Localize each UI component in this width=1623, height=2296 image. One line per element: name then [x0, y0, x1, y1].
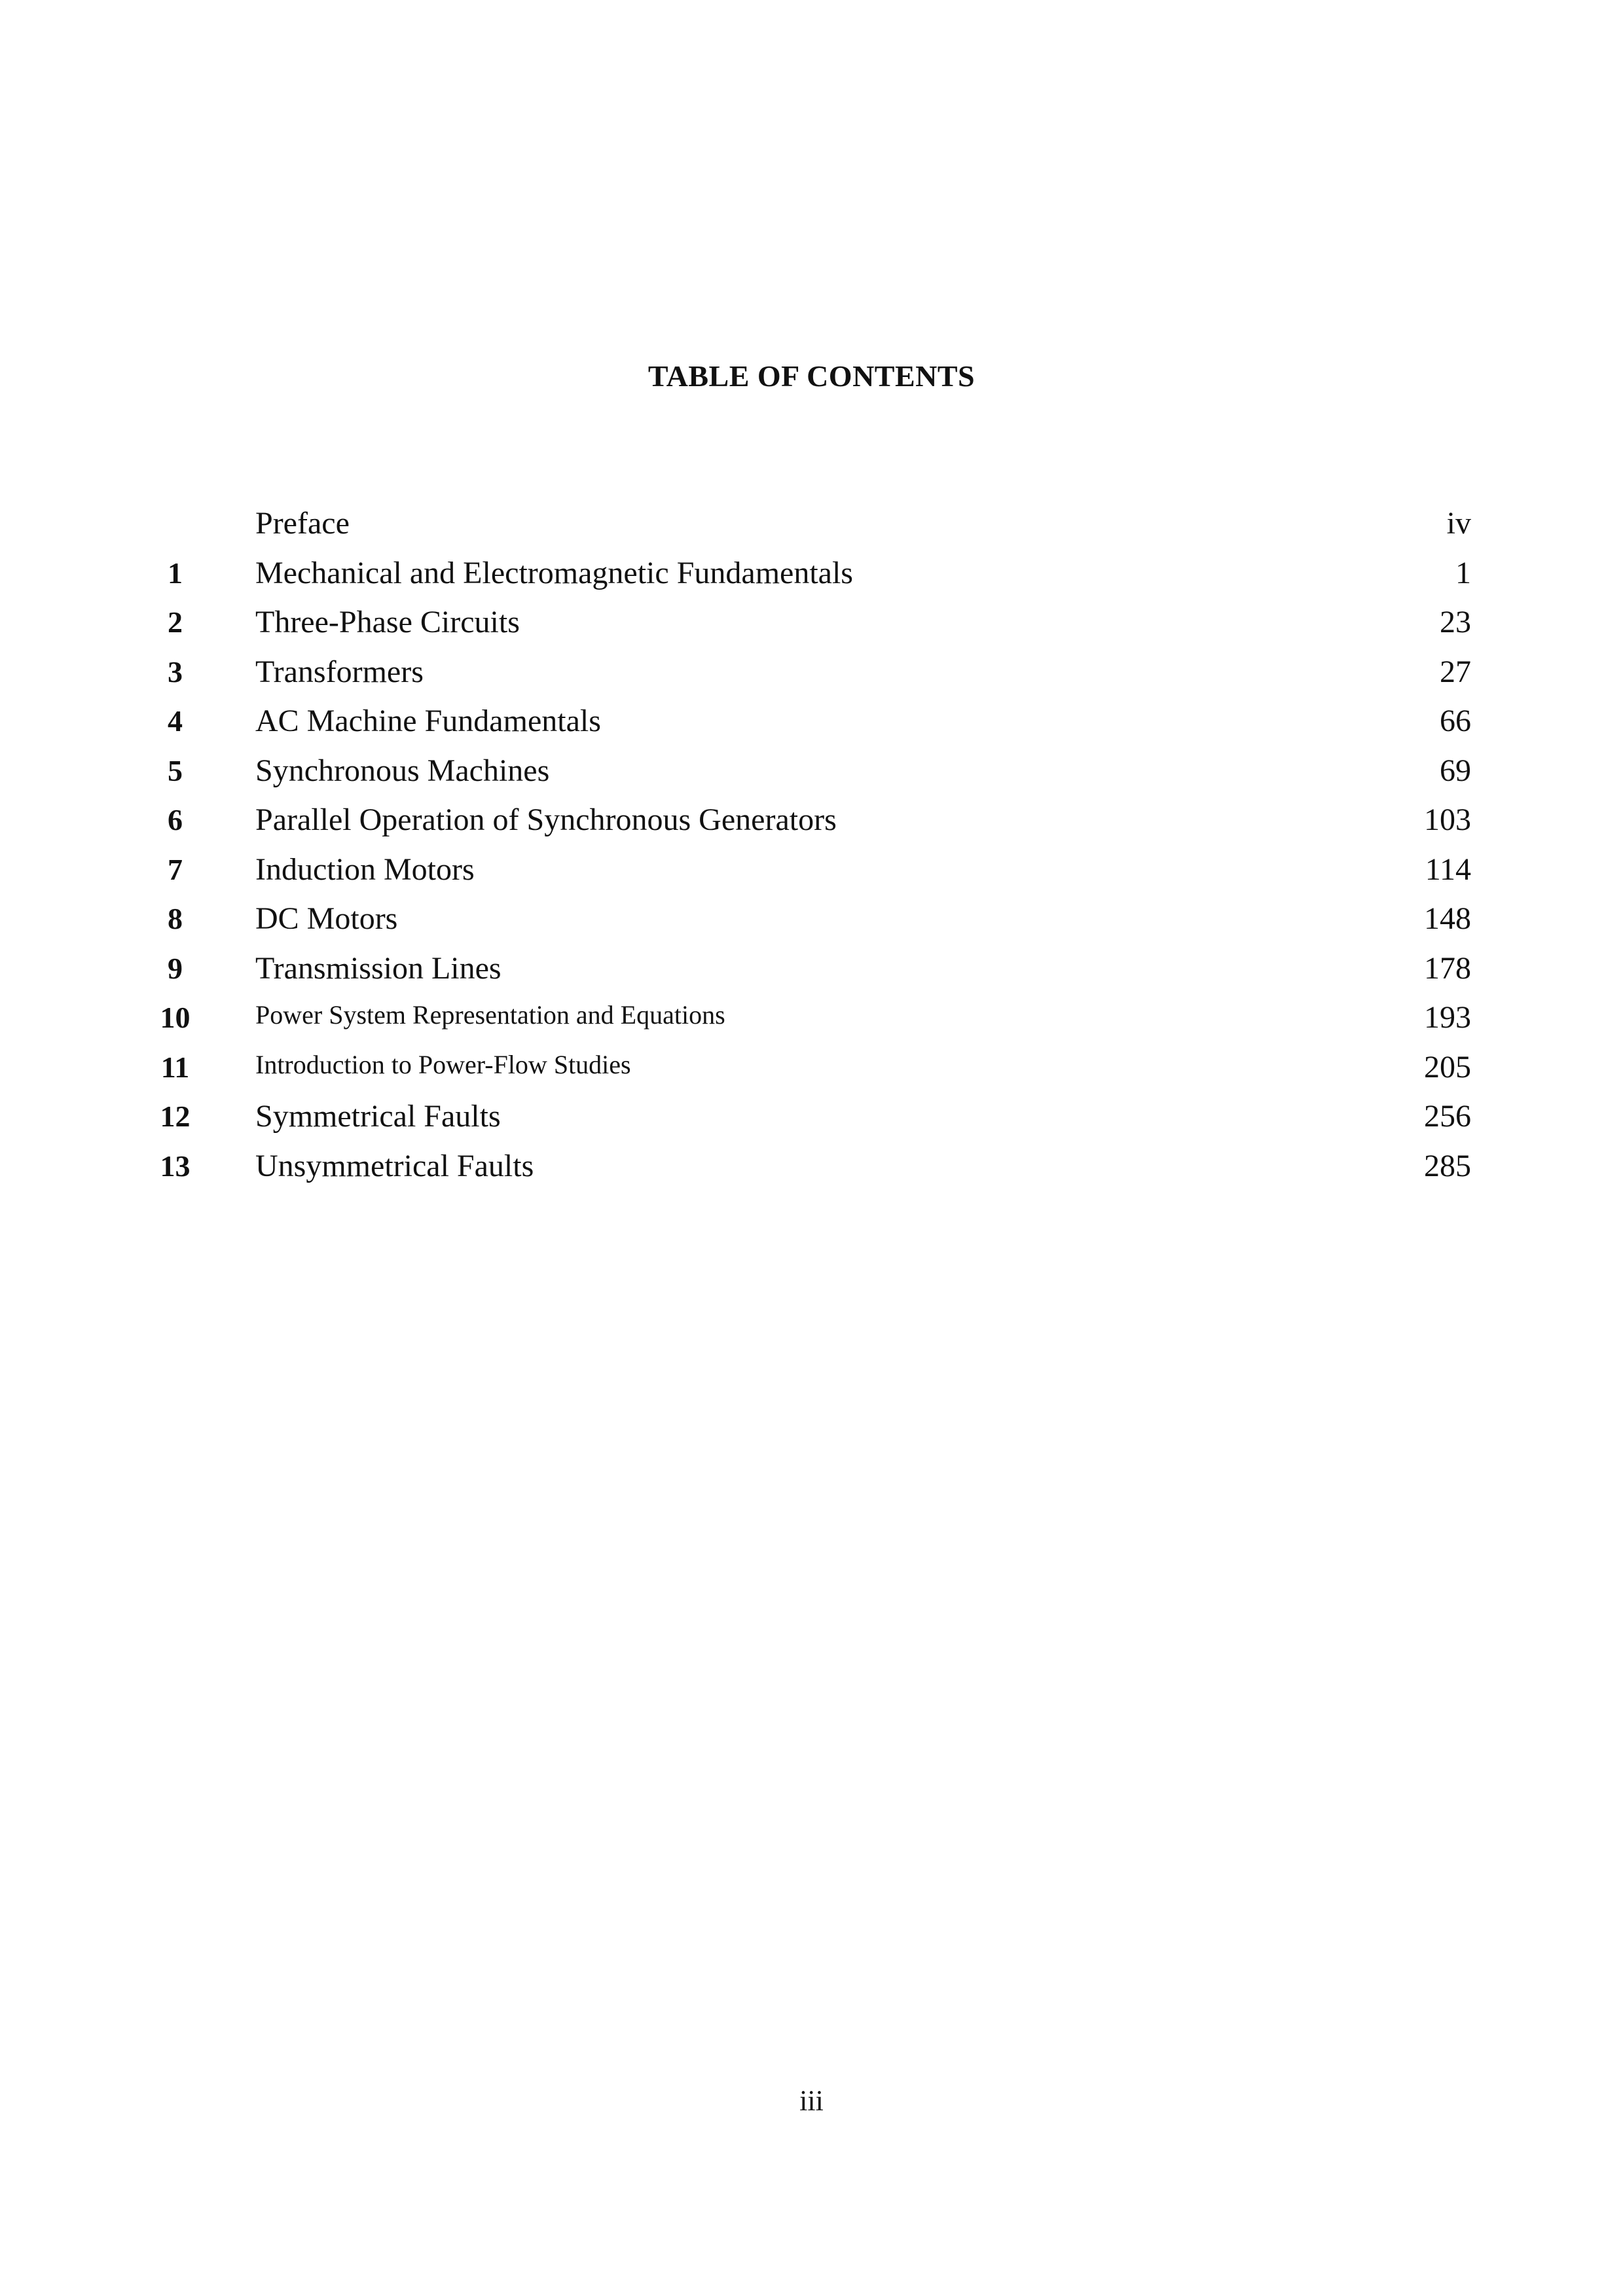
toc-entry-number: 10: [160, 1001, 191, 1034]
toc-entry-page: 114: [1425, 852, 1471, 887]
toc-entry-page: 69: [1440, 753, 1471, 788]
toc-entry-title: Synchronous Machines: [255, 753, 550, 788]
toc-entry-chapter-13[interactable]: [0, 1141, 1623, 1191]
toc-entry-number: 11: [160, 1050, 190, 1084]
toc-entry-number: 7: [168, 852, 183, 886]
page-title: TABLE OF CONTENTS: [647, 359, 976, 393]
toc-entry-number: 12: [160, 1100, 191, 1133]
toc-entry-page: 103: [1424, 802, 1471, 837]
toc-entry-number: 2: [168, 605, 183, 639]
toc-entry-title: Transformers: [255, 654, 424, 689]
toc-entry-page: 256: [1424, 1099, 1471, 1134]
toc-entry-number: 8: [168, 902, 183, 935]
toc-entry-page: 205: [1424, 1049, 1471, 1085]
toc-list: [0, 499, 1623, 1191]
toc-entry-chapter-11[interactable]: [0, 1043, 1623, 1092]
toc-entry-number: 1: [168, 556, 183, 590]
toc-entry-chapter-4[interactable]: [0, 696, 1623, 746]
toc-entry-chapter-3[interactable]: [0, 647, 1623, 697]
toc-entry-title: AC Machine Fundamentals: [255, 704, 601, 738]
toc-entry-chapter-12[interactable]: [0, 1092, 1623, 1141]
toc-entry-page: iv: [1446, 506, 1471, 541]
toc-entry-title: Introduction to Power-Flow Studies: [255, 1049, 631, 1079]
toc-entry-number: 5: [168, 753, 183, 787]
toc-entry-chapter-1[interactable]: [0, 548, 1623, 598]
page-number: iii: [799, 2085, 824, 2117]
toc-entry-title: Power System Representation and Equations: [255, 1000, 725, 1030]
toc-entry-chapter-5[interactable]: [0, 746, 1623, 796]
toc-entry-page: 1: [1455, 555, 1471, 590]
toc-entry-page: 193: [1424, 1000, 1471, 1035]
toc-entry-number: 9: [168, 951, 183, 985]
toc-entry-page: 66: [1440, 704, 1471, 738]
toc-entry-title: Preface: [255, 506, 350, 541]
toc-entry-number: 6: [168, 803, 183, 836]
toc-entry-chapter-8[interactable]: [0, 894, 1623, 944]
toc-entry-page: 23: [1440, 605, 1471, 639]
toc-entry-number: 3: [168, 655, 183, 689]
toc-entry-chapter-2[interactable]: [0, 598, 1623, 647]
toc-entry-chapter-7[interactable]: [0, 845, 1623, 895]
toc-entry-title: Mechanical and Electromagnetic Fundamentals: [255, 555, 853, 590]
toc-entry-number: 13: [160, 1149, 191, 1183]
toc-entry-title: Symmetrical Faults: [255, 1099, 501, 1134]
toc-entry-title: Transmission Lines: [255, 950, 501, 986]
toc-entry-chapter-10[interactable]: [0, 993, 1623, 1043]
toc-entry-title: Parallel Operation of Synchronous Generators: [255, 802, 837, 837]
toc-entry-number: 4: [168, 704, 183, 738]
toc-entry-page: 27: [1440, 654, 1471, 689]
toc-entry-chapter-6[interactable]: [0, 795, 1623, 845]
toc-entry-title: DC Motors: [255, 901, 398, 936]
toc-entry-page: 178: [1424, 950, 1471, 986]
toc-entry-preface[interactable]: [0, 499, 1623, 548]
toc-entry-page: 285: [1424, 1148, 1471, 1183]
toc-entry-page: 148: [1424, 901, 1471, 936]
toc-entry-title: Unsymmetrical Faults: [255, 1148, 534, 1183]
toc-entry-title: Three-Phase Circuits: [255, 605, 520, 639]
toc-entry-chapter-9[interactable]: [0, 944, 1623, 994]
toc-entry-title: Induction Motors: [255, 852, 475, 887]
